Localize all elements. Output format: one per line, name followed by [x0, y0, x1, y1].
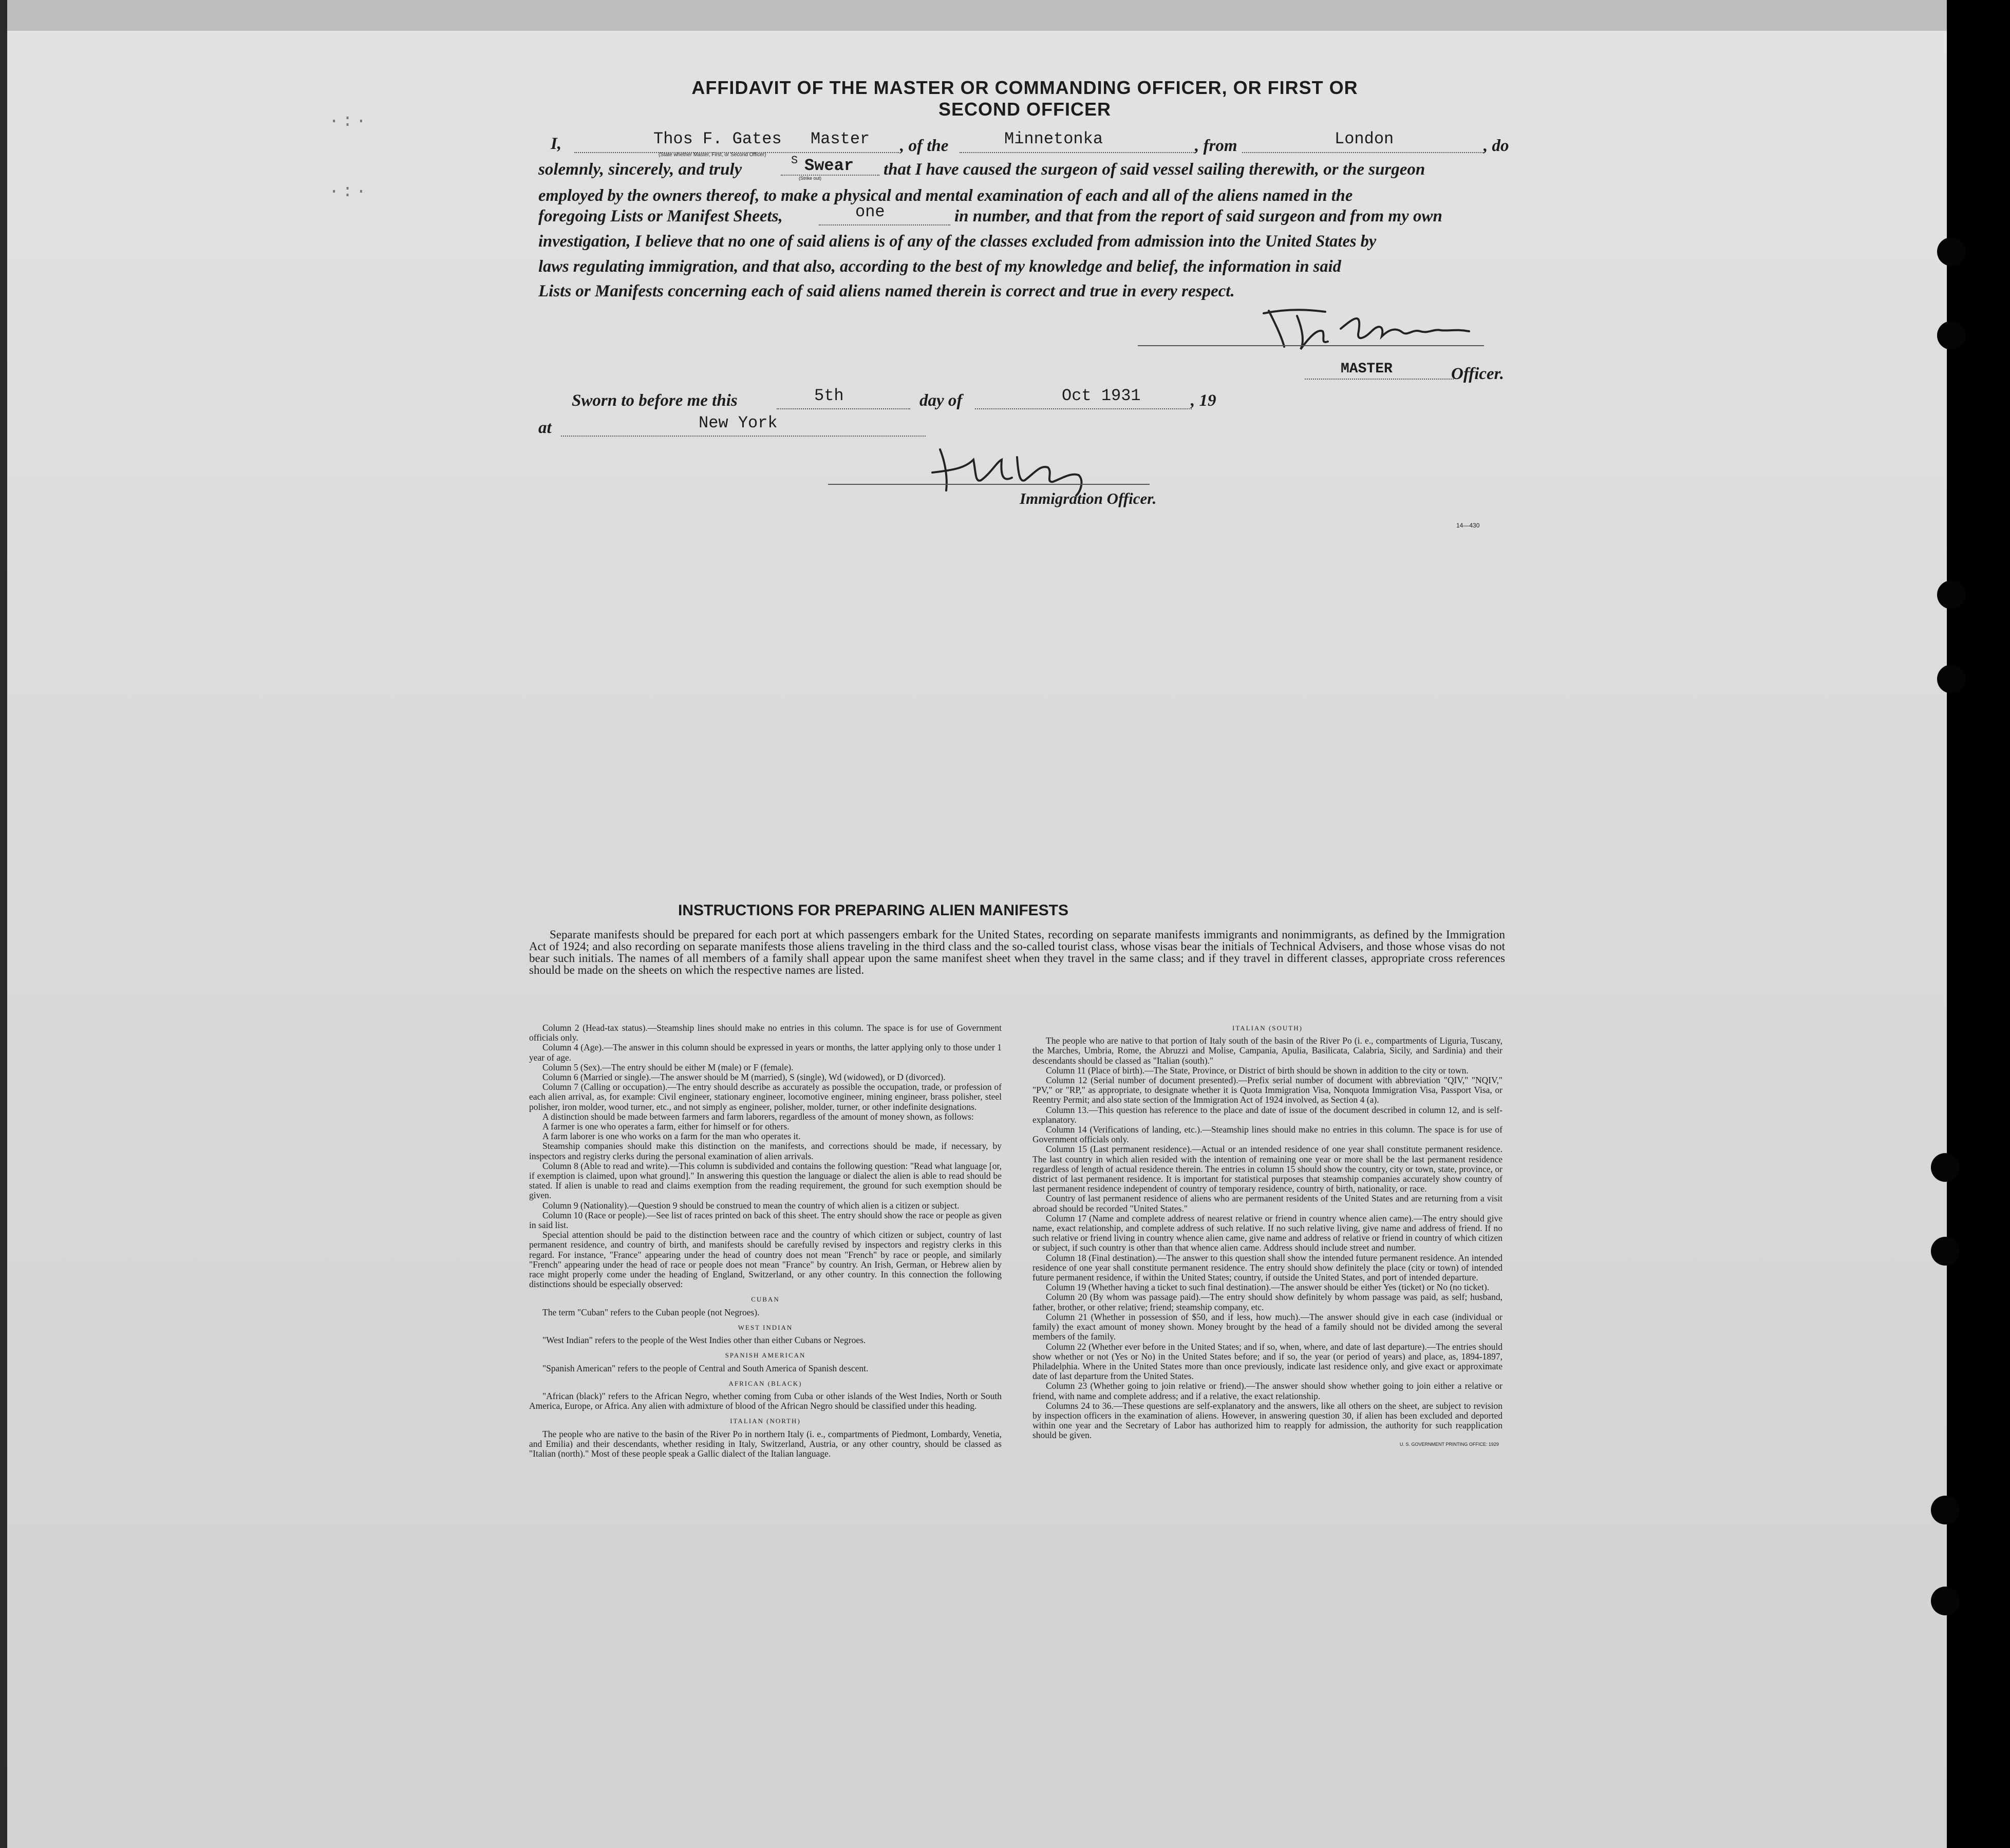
affidavit-line-3: employed by the owners thereof, to make a physical and mental examination of each and all of the aliens named in the — [538, 186, 1353, 205]
spanish-american-heading: SPANISH AMERICAN — [725, 1351, 806, 1360]
count-underline — [819, 224, 950, 225]
punch-hole — [1931, 1587, 1960, 1615]
instruction-paragraph: Column 23 (Whether going to join relative or friend).—The answer should show whether going to join either a relative or friend, with name and complete address; and if a relative, the exact relationship. — [1032, 1381, 1502, 1401]
port-underline — [1242, 152, 1483, 153]
word-of-the: , of the — [900, 137, 949, 155]
sworn-place: New York — [699, 413, 778, 432]
instructions-title: INSTRUCTIONS FOR PREPARING ALIEN MANIFESTS — [678, 902, 1069, 919]
oath-word: Swear — [804, 156, 854, 175]
word-solemnly: solemnly, sincerely, and truly — [538, 160, 742, 179]
instruction-paragraph: Country of last permanent residence of aliens who are permanent residents of the United States and are returning from a visit abroad should be recorded "United States." — [1032, 1193, 1502, 1214]
affidavit-title: AFFIDAVIT OF THE MASTER OR COMMANDING OFFICER, OR FIRST OR SECOND OFFICER — [691, 77, 1358, 120]
instruction-paragraph: Column 5 (Sex).—The entry should be either M (male) or F (female). — [542, 1062, 794, 1072]
signer-title-underline — [1305, 379, 1454, 380]
vessel-underline — [960, 152, 1196, 153]
instruction-paragraph: A distinction should be made between farmers and farm laborers, regardless of the amount of money shown, as follows: — [542, 1111, 974, 1122]
margin-mark: ·:· — [329, 112, 370, 131]
instructions-left-column — [529, 1023, 1002, 1459]
word-day-of: day of — [919, 391, 963, 410]
instruction-paragraph: Column 2 (Head-tax status).—Steamship lines should make no entries in this column. The space is for use of Government officials only. — [529, 1023, 1002, 1043]
oath-underline — [781, 175, 879, 176]
instructions-intro: Separate manifests should be prepared for each port at which passengers embark for the United States, recording on separate manifests immigrants and nonimmigrants, as defined by the Immigration Act of 1924; and also recording on separate manifests those aliens traveling in the third class and the so-called tourist class, whose visas bear the initials of Technical Advisers, and those whose visas do not bear such initials. The names of all members of a family shall appear upon the same manifest sheet when they travel in the same class; and if they travel in different classes, appropriate cross references should be made on the sheets on which the respective names are listed. — [529, 928, 1505, 976]
month-underline — [975, 408, 1192, 409]
instruction-paragraph: Column 8 (Able to read and write).—This column is subdivided and contains the following question: "Read what language [or, if exemption is claimed, upon what ground]." In answering this question the language or dialect the alien is able to read should be stated. If alien is unable to read and claims exemption from the reading requirement, the ground for such exemption should be given. — [529, 1160, 1002, 1201]
instruction-paragraph: Column 4 (Age).—The answer in this column should be expressed in years or months, the latter applying only to those under 1 year of age. — [529, 1042, 1002, 1063]
instruction-paragraph: Columns 24 to 36.—These questions are self-explanatory and the answers, like all others on the sheet, are subject to revision by inspection officers in the examination of aliens. However, in answering question 30, if alien has been excluded and deported within one year and the Secretary of Labor has authorized him to reapply for admission, the authority for such reapplication should be given. — [1032, 1400, 1502, 1441]
instruction-paragraph: Column 17 (Name and complete address of nearest relative or friend in country whence alien came).—The entry should give name, exact relationship, and complete address of such relative. If no such relative living, give name and address of friend. If no such relative or friend living in country whence alien came, give name and address of relative or friend in country of which citizen or subject, if such country is other than that whence alien came. Address should include street and number. — [1032, 1213, 1502, 1253]
punch-hole — [1931, 1153, 1960, 1182]
italian-north-heading: ITALIAN (NORTH) — [730, 1417, 801, 1425]
punch-hole — [1937, 580, 1966, 609]
sworn-month-year: Oct 1931 — [1062, 386, 1141, 405]
instruction-paragraph: Column 10 (Race or people).—See list of races printed on back of this sheet. The entry should show the race or people as given in said list. — [529, 1210, 1002, 1231]
vessel-name: Minnetonka — [1004, 129, 1103, 148]
italian-south-heading: ITALIAN (SOUTH) — [1232, 1024, 1303, 1032]
master-signature-line — [1138, 345, 1484, 346]
port-name: London — [1335, 129, 1394, 148]
instruction-paragraph: Column 13.—This question has reference to the place and date of issue of the document described in column 12, and is self-explanatory. — [1032, 1104, 1502, 1125]
instruction-paragraph: Column 12 (Serial number of document presented).—Prefix serial number of document with abbreviation "QIV," "NQIV," "PV," or "RP," as appropriate, to designate whether it is Quota Immigration Visa, Nonquota Immigration Visa, Passport Visa, or Reentry Permit; and also state section of the Immigration Act of 1924 involved, as Section 4 (a). — [1032, 1075, 1502, 1105]
instruction-paragraph: Column 14 (Verifications of landing, etc.).—Steamship lines should make no entries in this column. The space is for use of Government officials only. — [1032, 1124, 1502, 1145]
instruction-paragraph: Column 21 (Whether in possession of $50, and if less, how much).—The answer should give in each case (individual or family) the exact amount of money shown. Money brought by the head of a family should not be divided among the several members of the family. — [1032, 1311, 1502, 1342]
african-text: "African (black)" refers to the African Negro, whether coming from Cuba or other islands of the West Indies, North or South America, Europe, or Africa. Any alien with admixture of blood of the African Negro should be classified under this heading. — [529, 1390, 1002, 1411]
instruction-paragraph: The people who are native to that portion of Italy south of the basin of the River Po (i. e., compartments of Liguria, Tuscany, the Marches, Umbria, Rome, the Abruzzi and Molise, Campania, Apulia, Basilicata, Calabria, Sicily, and Sardinia) and their descendants should be classed as "Italian (south)." — [1032, 1035, 1502, 1066]
instruction-paragraph: Column 9 (Nationality).—Question 9 should be construed to mean the country of which alien is a citizen or subject. — [542, 1200, 960, 1211]
day-underline — [777, 408, 910, 409]
instruction-paragraph: Column 11 (Place of birth).—The State, Province, or District of birth should be shown in addition to the city or town. — [1046, 1065, 1469, 1076]
oath-mark: S — [791, 154, 798, 167]
affidavit-line-4: in number, and that from the report of said surgeon and from my own — [954, 207, 1442, 225]
west-indian-text: "West Indian" refers to the people of the West Indies other than either Cubans or Negroes. — [542, 1335, 866, 1346]
instruction-paragraph: Column 19 (Whether having a ticket to such final destination).—The answer should be either Yes (ticket) or No (no ticket). — [1046, 1282, 1490, 1293]
form-number: 14—430 — [1456, 522, 1480, 529]
signer-title: MASTER — [1341, 361, 1393, 377]
affidavit-line-7: Lists or Manifests concerning each of said aliens named therein is correct and true in every respect. — [538, 282, 1235, 300]
word-foregoing: foregoing Lists or Manifest Sheets, — [538, 207, 783, 225]
instruction-paragraph: Special attention should be paid to the distinction between race and the country of which citizen or subject, country of last permanent residence, and country of birth, and manifests should be carefully revised by inspectors and registry clerks in this regard. For instance, "France" appearing under the head of country does not mean "French" by race or people, and similarly "French" appearing under the head of race or people does not mean "France" by country. An Irish, German, or Hebrew alien by race might properly come under the heading of England, Switzerland, or any other country. In this connection the following distinctions should be especially observed: — [529, 1230, 1002, 1290]
punch-hole — [1937, 665, 1966, 693]
word-do: , do — [1483, 137, 1509, 155]
word-i: I, — [551, 135, 562, 153]
officer-rank: Master — [811, 129, 870, 148]
cuban-text: The term "Cuban" refers to the Cuban people (not Negroes). — [542, 1307, 760, 1317]
instruction-paragraph: Column 20 (By whom was passage paid).—The entry should show definitely by whom passage was paid, as self; husband, father, brother, or other relative; friend; steamship company, etc. — [1032, 1292, 1502, 1312]
sworn-day: 5th — [814, 386, 844, 405]
instruction-paragraph: Column 18 (Final destination).—The answer to this question shall show the intended future permanent residence. An intended residence of one year shall constitute permanent residence. The entry should show definitely the place (city or town) of intended future permanent residence, if within the United States; country, if outside the United States, and port of intended departure. — [1032, 1252, 1502, 1283]
word-at: at — [538, 419, 552, 437]
punch-hole — [1937, 321, 1966, 350]
african-heading: AFRICAN (BLACK) — [728, 1379, 802, 1387]
instruction-paragraph: Column 6 (Married or single).—The answer should be M (married), S (single), Wd (widowed), or D (divorced). — [542, 1072, 946, 1083]
punch-hole — [1931, 1496, 1960, 1524]
instruction-paragraph: Steamship companies should make this distinction on the manifests, and corrections should be made, if necessary, by inspectors and registry clerks during the personal examination of alien arrivals. — [529, 1141, 1002, 1161]
margin-mark: ·:· — [329, 182, 370, 202]
master-signature — [1253, 300, 1490, 357]
place-underline — [561, 436, 926, 437]
affidavit-line-2: that I have caused the surgeon of said vessel sailing therewith, or the surgeon — [884, 160, 1425, 179]
instruction-paragraph: Column 15 (Last permanent residence).—Actual or an intended residence of one year shall constitute permanent residence. The last country in which alien resided with the intention of remaining one year or more shall be the last permanent residence regardless of length of actual residence therein. The entries in column 15 should show the country, city or town, state, province, or district of last permanent residence. It is important for statistical purposes that steamship companies accurately show country of last permanent residence independent of country of temporary residence, country of birth, nationality, or race. — [1032, 1144, 1502, 1194]
officer-name: Thos F. Gates — [653, 129, 782, 148]
immigration-signature-line — [828, 484, 1150, 485]
instruction-paragraph: A farm laborer is one who works on a farm for the man who operates it. — [542, 1131, 801, 1142]
word-from: , from — [1195, 137, 1237, 155]
italian-north-text: The people who are native to the basin of the River Po in northern Italy (i. e., compartments of Piedmont, Lombardy, Venetia, and Emilia) and their descendants, whether residing in Italy, Switzerland, Austria, or any other country, should be classed as "Italian (north)." Most of these people speak a Gallic dialect of the Italian language. — [529, 1428, 1002, 1459]
instructions-right-column — [1032, 1023, 1502, 1441]
punch-hole — [1937, 237, 1966, 266]
word-19: , 19 — [1191, 391, 1216, 410]
cuban-heading: CUBAN — [751, 1295, 780, 1304]
punch-hole — [1931, 1237, 1960, 1266]
instruction-paragraph: A farmer is one who operates a farm, either for himself or for others. — [542, 1121, 790, 1132]
instruction-paragraph: Column 7 (Calling or occupation).—The entry should describe as accurately as possible the occupation, trade, or profession of each alien arrival, as, for example: Civil engineer, stationary engineer, locomotive engineer, mining engineer, brass polisher, steel polisher, iron molder, wood turner, etc., and not simply as engineer, polisher, molder, turner, or other indefinite designations. — [529, 1082, 1002, 1112]
immigration-officer-label: Immigration Officer. — [1020, 489, 1157, 507]
affidavit-line-5: investigation, I believe that no one of said aliens is of any of the classes excluded from admission into the United States by — [538, 232, 1377, 251]
word-sworn: Sworn to before me this — [572, 391, 738, 410]
affidavit-line-6: laws regulating immigration, and that also, according to the best of my knowledge and belief, the information in said — [538, 257, 1341, 276]
instruction-paragraph: Column 22 (Whether ever before in the United States; and if so, when, where, and date of last departure).—The entries should show whether or not (Yes or No) in the United States before; and if so, the year (or period of years) and place, as, 1894-1897, Philadelphia. Where in the United States more than once previously, indicate last residence only, and give exact or approximate date of last departure from the United States. — [1032, 1341, 1502, 1382]
spanish-american-text: "Spanish American" refers to the people of Central and South America of Spanish descent. — [542, 1363, 869, 1373]
word-officer: Officer. — [1451, 365, 1504, 383]
west-indian-heading: WEST INDIAN — [738, 1323, 793, 1331]
rank-note: (State whether Master, First, or Second Officer) — [659, 152, 766, 158]
oath-note: (Strike out) — [799, 176, 822, 181]
printer-line: U. S. GOVERNMENT PRINTING OFFICE: 1929 — [1400, 1442, 1499, 1447]
sheets-count: one — [855, 202, 885, 221]
